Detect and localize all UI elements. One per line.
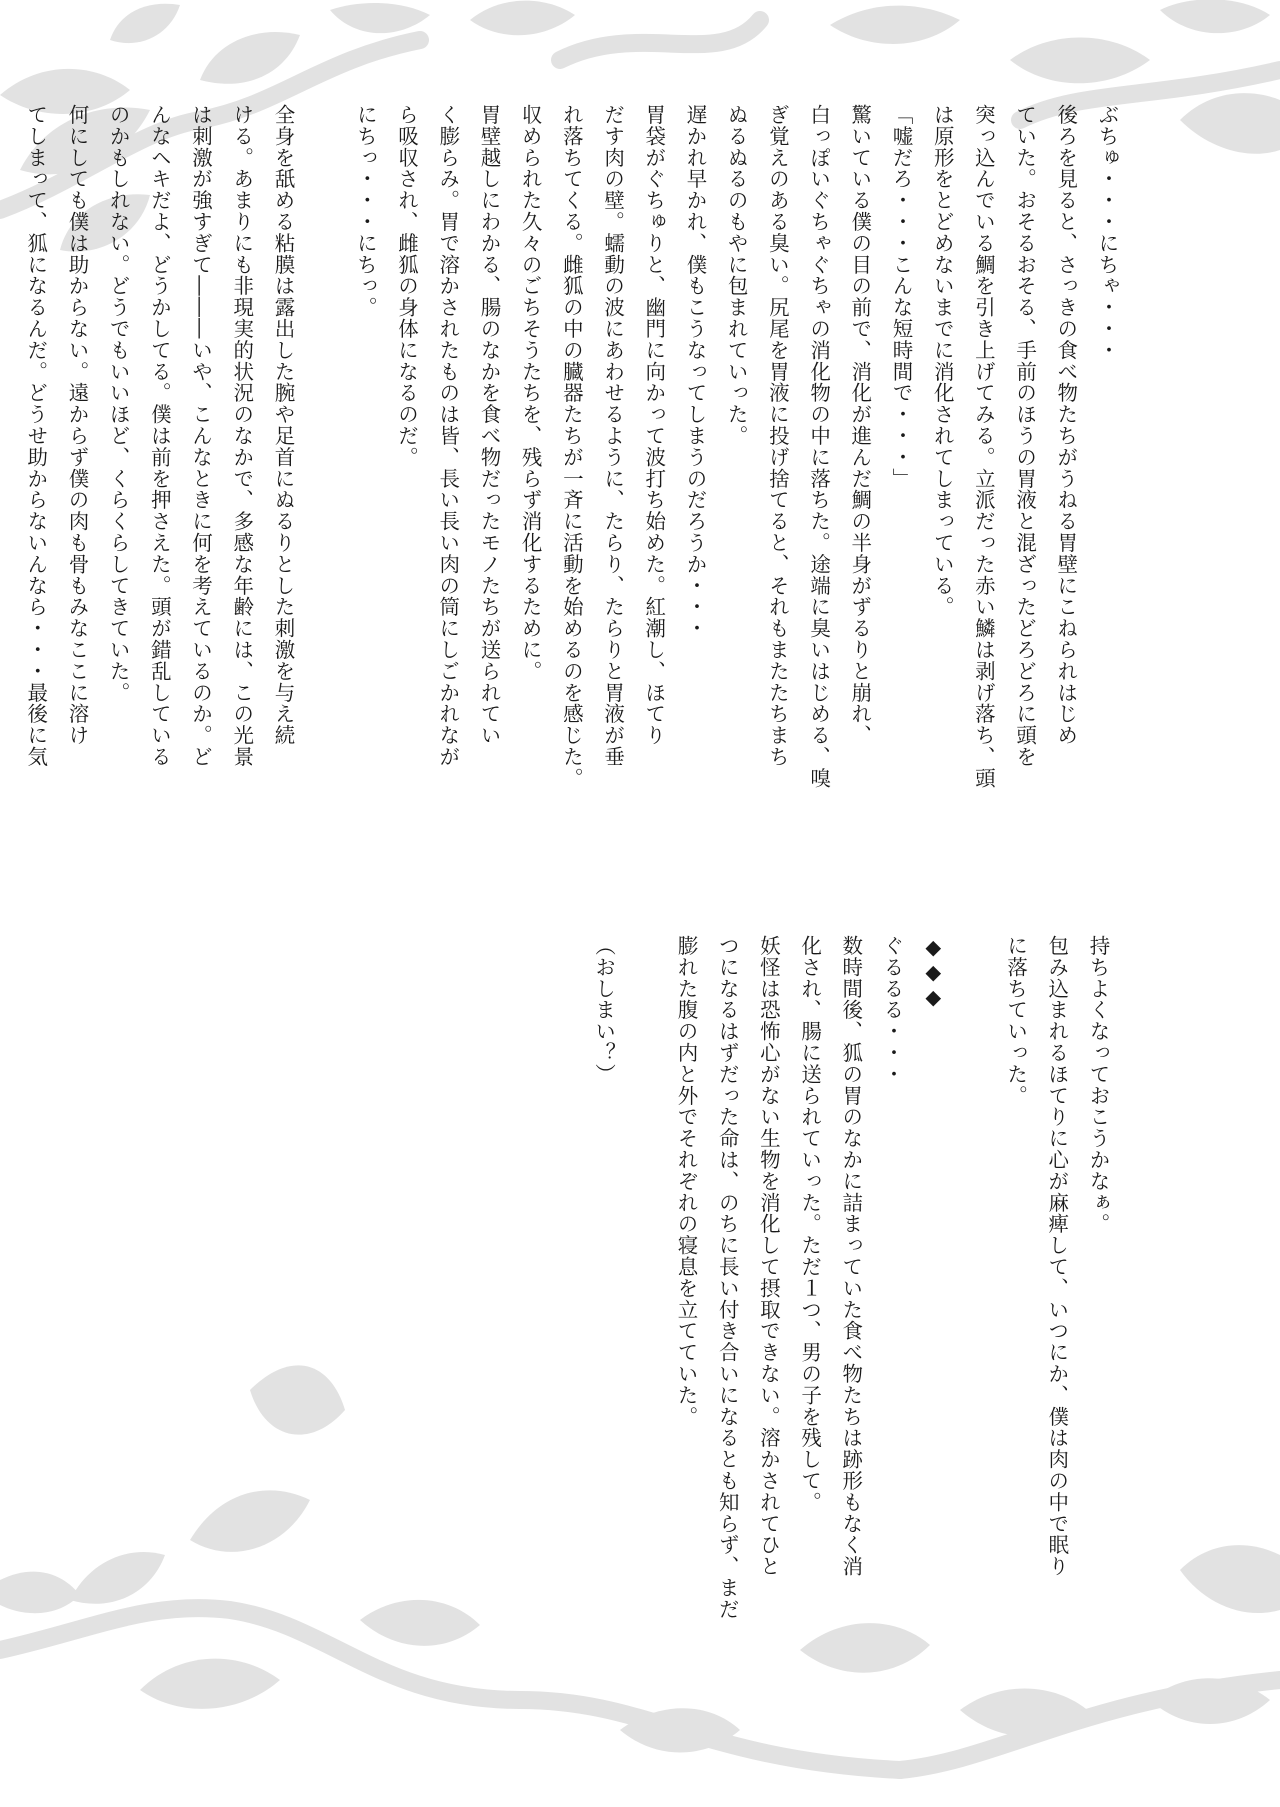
text-line: 持ちよくなっておこうかなぁ。: [1086, 935, 1110, 1235]
text-line: （おしまい？）: [591, 935, 616, 1085]
leaf-ornament: [1010, 38, 1150, 84]
text-line: 突っ込んでいる鯛を引き上げてみる。立派だった赤い鱗は剥げ落ち、頭: [971, 104, 996, 789]
leaf-ornament: [330, 3, 430, 33]
leaf-ornament: [70, 1552, 165, 1604]
leaf-ornament: [1160, 0, 1270, 33]
text-line: [953, 935, 994, 1695]
text-line: 妖怪は恐怖心がない生物を消化して摂取できない。溶かされてひと: [756, 935, 781, 1577]
text-line: 白っぽいぐちゃぐちゃの消化物の中に落ちた。途端に臭いはじめる、嗅: [806, 104, 831, 789]
leaf-ornament: [0, 1572, 80, 1614]
text-line: ぎ覚えのある臭い。尻尾を胃液に投げ捨てると、それもまたたちまち: [765, 104, 790, 768]
leaf-ornament: [250, 1365, 345, 1434]
text-line: ぶちゅ・・・にちゃ・・・: [1095, 104, 1119, 361]
text-line: ら吸収され、雌狐の身体になるのだ。: [394, 104, 419, 468]
text-line: 化され、腸に送られていった。ただ１つ、男の子を残して。: [797, 935, 822, 1513]
text-line: 膨れた腹の内と外でそれぞれの寝息を立てていた。: [673, 935, 698, 1428]
text-line: つになるはずだった命は、のちに長い付き合いになるとも知らず、まだ: [715, 935, 740, 1620]
leaf-ornament: [110, 4, 180, 43]
text-line: [303, 104, 344, 864]
leaf-ornament: [470, 1, 575, 36]
text-line: ぐるるる・・・: [880, 935, 904, 1085]
text-line: れ落ちてくる。雌狐の中の臓器たちが一斉に活動を始めるのを感じた。: [559, 104, 584, 789]
text-line: んなヘキだよ、どうかしてる。僕は前を押さえた。頭が錯乱している: [147, 104, 172, 768]
text-line: 全身を舐める粘膜は露出した腕や足首にぬるりとした刺激を与え続: [270, 104, 295, 746]
leaf-ornament: [1180, 93, 1280, 154]
text-line: ぬるぬるのもやに包まれていった。: [724, 104, 749, 447]
text-line: 何にしても僕は助からない。遠からず僕の肉も骨もみなここに溶け: [64, 104, 89, 746]
text-line: に落ちていった。: [1003, 935, 1028, 1107]
leaf-ornament: [830, 6, 960, 44]
text-line: のかもしれない。どうでもいいほど、くらくらしてきていた。: [106, 104, 131, 704]
text-line: だす肉の壁。蠕動の波にあわせるように、たらり、たらりと胃液が垂: [600, 104, 625, 768]
text-line: 胃袋がぐちゅりと、幽門に向かって波打ち始めた。紅潮し、ほてり: [641, 104, 666, 746]
upper-text-block: [23, 104, 1127, 864]
text-line: 包み込まれるほてりに心が麻痺して、いつにか、僕は肉の中で眠り: [1044, 935, 1069, 1577]
leaf-ornament: [190, 1490, 310, 1552]
text-line: 後ろを見ると、さっきの食べ物たちがうねる胃壁にこねられはじめ: [1053, 104, 1078, 746]
text-line: 数時間後、狐の胃のなかに詰まっていた食べ物たちは跡形もなく消: [838, 935, 863, 1577]
text-line: は刺激が強すぎて―――いや、こんなときに何を考えているのか。ど: [188, 104, 213, 768]
text-line: ける。あまりにも非現実的状況のなかで、多感な年齢には、この光景: [229, 104, 254, 768]
text-line: にちっ・・・にちっ。: [353, 104, 378, 318]
text-line: く膨らみ。胃で溶かされたものは皆、長い長い肉の筒にしごかれなが: [435, 104, 460, 768]
text-line: 「嘘だろ・・・こんな短時間で・・・」: [888, 104, 913, 490]
text-line: 遅かれ早かれ、僕もこうなってしまうのだろうか・・・: [682, 104, 707, 639]
text-line: ていた。おそるおそる、手前のほうの胃液と混ざったどろどろに頭を: [1012, 104, 1037, 768]
vine-stem: [560, 20, 760, 60]
text-line: [624, 935, 665, 1695]
leaf-ornament: [140, 1659, 280, 1709]
text-line: てしまって、狐になるんだ。どうせ助からないんなら・・・最後に気: [23, 104, 48, 768]
text-line: 収められた久々のごちそうたちを、残らず消化するために。: [518, 104, 543, 682]
leaf-ornament: [360, 1600, 480, 1646]
text-line: 驚いている僕の目の前で、消化が進んだ鯛の半身がずるりと崩れ、: [847, 104, 872, 746]
leaf-ornament: [1180, 1545, 1280, 1613]
text-line: 胃壁越しにわかる、腸のなかを食べ物だったモノたちが送られてい: [476, 104, 501, 746]
lower-text-block: [591, 935, 1118, 1695]
leaf-ornament: [200, 32, 300, 84]
text-line: ◆◆◆: [921, 935, 946, 1010]
text-line: は原形をとどめないまでに消化されてしまっている。: [930, 104, 955, 618]
